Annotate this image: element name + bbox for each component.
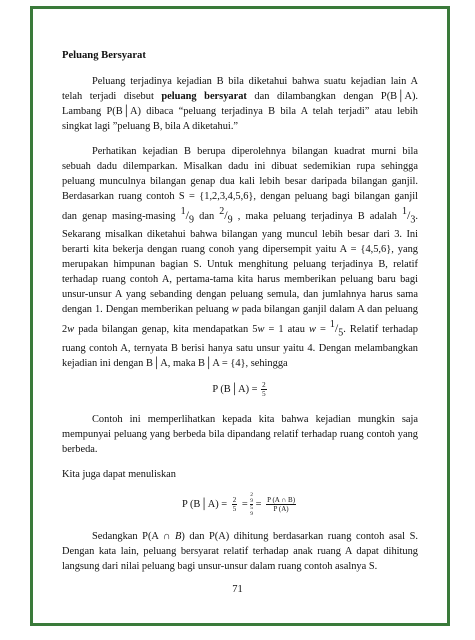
paragraph-intro-formula: Kita juga dapat menuliskan (62, 468, 176, 480)
fraction-two-ninths: $^2/_9$ (219, 206, 233, 226)
paragraph-observation: Contoh ini memperlihatkan kepada kita bahwa kejadian mungkin saja mempunyai peluang yang berbeda bila dipandang relatif terhadap ruang contoh yang berbeda. (62, 413, 418, 455)
equation-conditional-result: P (B│A) = $\frac{2}{5}$ (212, 380, 266, 398)
page-number: 71 (232, 584, 243, 595)
paragraph-example: Perhatikan kejadian B berupa diperolehnya bilangan kuadrat murni bila sebuah dadu dilemparkan. Misalkan dadu ini dibuat sedemikian rupa sehingga peluang munculnya bilangan genap dua kali lebih besar daripada bilangan ganjil. Berdasarkan ruang contoh S = {1,2,3,4,5,6}, dengan peluang bagi bilangan ganjil dan genap masing-masing $^1/_9$ dan $^2/_9$ , maka peluang terjadinya B adalah $^1/_3$. Sekarang misalkan diketahui bahwa bilangan yang muncul lebih besar dari 3. Ini berarti kita bekerja dengan ruang conoh yang dipersempit yaitu A = {4,5,6}, yang merupakan himpunan bagian S. Untuk menghitung peluang terjadinya B, relatif terhadap ruang contoh A, pertama-tama kita harus memberikan peluang baru bagi unsur-unsur A yang sebanding dengan peluang semula, dan jumlahnya harus sama dengan 1. Dengan memberikan peluang w pada bilangan ganjil dalam A dan peluang 2w pada bilangan genap, kita mendapatkan 5w = 1 atau $w = ^1/_5$. Relatif terhadap ruang contoh A, ternyata B berisi hanya satu unsur yaitu 4. Dengan melambangkan kejadian ini dengan B│A, maka B│A = {4}, sehingga (62, 146, 419, 369)
document-body (62, 48, 418, 584)
fraction-intersection-over-pa: $\frac{P (A \cap B)}{P (A)}$ (267, 495, 296, 513)
fraction-one-ninth: $^1/_9$ (180, 206, 195, 226)
section-title: Peluang Bersyarat (62, 50, 146, 61)
equation-conditional-formula: P (B│A) = $\frac{2}{5}$ = 2 9 5 9 = $\frac{P (A \cap B)}{P (A)}$ (181, 491, 296, 517)
term-peluang-bersyarat: peluang bersyarat (161, 91, 247, 102)
fraction-two-fifths: $\frac{2}{5}$ (262, 380, 266, 398)
paragraph-conclusion: Sedangkan P(A ∩ B) dan P(A) dihitung berdasarkan ruang contoh asal S. Dengan kata lain, peluang bersyarat relatif terhadap anak ruang A dapat dihitung langsung dari nilai peluang bagi unsur-unsur dalam ruang contoh asalnya S. (62, 530, 418, 572)
compound-fraction: 2 9 5 9 (250, 491, 254, 517)
fraction-one-fifth: $^1/_5$ (329, 319, 344, 339)
paragraph-definition: Peluang terjadinya kejadian B bila diketahui bahwa suatu kejadian lain A telah terjadi disebut peluang bersyarat dan dilambangkan dengan P(B│A). Lambang P(B│A) dibaca “peluang terjadinya B bila A telah terjadi” atau lebih singkat lagi ”peluang B, bila A diketahui.” (62, 76, 419, 132)
fraction-one-third: $^1/_3$ (402, 206, 416, 226)
fraction-two-fifths-b: $\frac{2}{5}$ (232, 495, 237, 513)
